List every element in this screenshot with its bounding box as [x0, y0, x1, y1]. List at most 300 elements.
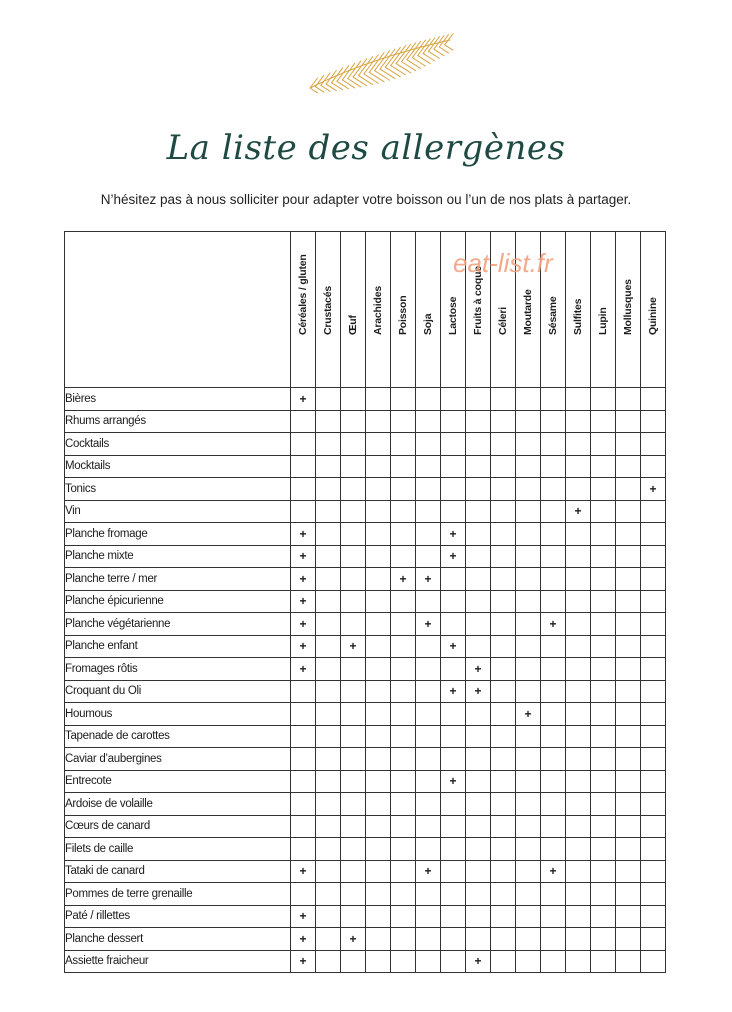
- column-header: [366, 232, 391, 388]
- page-subtitle: N’hésitez pas à nous solliciter pour adapter votre boisson ou l’un de nos plats à partager.: [100, 192, 632, 207]
- allergen-cell: [366, 815, 391, 838]
- table-row: [65, 770, 666, 793]
- table-row: [65, 545, 666, 568]
- allergen-cell: [316, 748, 341, 771]
- allergen-cell: [591, 478, 616, 501]
- allergen-cell: [616, 950, 641, 973]
- allergen-cell: [616, 770, 641, 793]
- table-row: [65, 793, 666, 816]
- allergen-cell: [341, 838, 366, 861]
- allergen-cell: +: [516, 703, 541, 726]
- allergen-cell: [616, 815, 641, 838]
- allergen-cell: [316, 703, 341, 726]
- allergen-cell: [641, 568, 666, 591]
- column-header: [616, 232, 641, 388]
- allergen-cell: +: [441, 523, 466, 546]
- allergen-cell: [366, 725, 391, 748]
- allergen-cell: [466, 478, 491, 501]
- allergen-cell: [641, 883, 666, 906]
- allergen-cell: [416, 433, 441, 456]
- allergen-cell: [441, 658, 466, 681]
- allergen-cell: [291, 748, 316, 771]
- allergen-cell: [641, 545, 666, 568]
- allergen-cell: [341, 725, 366, 748]
- allergen-cell: [641, 680, 666, 703]
- allergen-cell: [466, 703, 491, 726]
- allergen-cell: [616, 838, 641, 861]
- column-header-label: Fruits à coque: [472, 266, 484, 335]
- allergen-cell: [616, 635, 641, 658]
- allergen-cell: [316, 478, 341, 501]
- allergen-cell: [591, 388, 616, 411]
- table-row: [65, 883, 666, 906]
- row-label: Planche végétarienne: [65, 613, 291, 636]
- allergen-cell: [316, 950, 341, 973]
- allergen-cell: [641, 770, 666, 793]
- allergen-cell: [391, 838, 416, 861]
- allergen-cell: [541, 905, 566, 928]
- table-row: [65, 905, 666, 928]
- table-row: [65, 590, 666, 613]
- allergen-cell: [316, 793, 341, 816]
- allergen-cell: [541, 433, 566, 456]
- table-corner-cell: [65, 232, 291, 388]
- allergen-cell: [491, 883, 516, 906]
- allergen-cell: [541, 815, 566, 838]
- allergen-cell: [316, 388, 341, 411]
- allergen-cell: [516, 613, 541, 636]
- allergen-cell: [466, 860, 491, 883]
- allergen-cell: [491, 410, 516, 433]
- row-label: Entrecote: [65, 770, 291, 793]
- row-label: Cocktails: [65, 433, 291, 456]
- row-label: Bières: [65, 388, 291, 411]
- row-label: Ardoise de volaille: [65, 793, 291, 816]
- allergen-cell: [641, 748, 666, 771]
- allergen-cell: [316, 770, 341, 793]
- row-label: Filets de caille: [65, 838, 291, 861]
- allergen-cell: +: [291, 905, 316, 928]
- allergen-cell: [366, 500, 391, 523]
- table-row: [65, 748, 666, 771]
- allergen-cell: [541, 500, 566, 523]
- allergen-cell: +: [541, 860, 566, 883]
- allergen-cell: [516, 815, 541, 838]
- allergen-cell: [391, 770, 416, 793]
- allergen-cell: [416, 793, 441, 816]
- allergen-cell: [291, 770, 316, 793]
- allergen-cell: [316, 500, 341, 523]
- allergen-cell: [616, 860, 641, 883]
- allergen-cell: [516, 590, 541, 613]
- table-row: [65, 635, 666, 658]
- allergen-cell: [591, 905, 616, 928]
- allergen-cell: [591, 725, 616, 748]
- allergen-cell: [491, 545, 516, 568]
- allergen-cell: [516, 523, 541, 546]
- allergen-cell: [341, 703, 366, 726]
- allergen-cell: [341, 613, 366, 636]
- allergen-cell: [416, 635, 441, 658]
- allergen-cell: [516, 433, 541, 456]
- allergen-cell: [566, 860, 591, 883]
- allergen-cell: [516, 860, 541, 883]
- allergen-cell: [541, 590, 566, 613]
- allergen-cell: [641, 838, 666, 861]
- allergen-cell: [341, 590, 366, 613]
- allergen-cell: [566, 793, 591, 816]
- allergen-cell: [391, 410, 416, 433]
- column-header-label: Lactose: [447, 296, 459, 335]
- allergen-cell: [591, 635, 616, 658]
- row-label: Mocktails: [65, 455, 291, 478]
- allergen-cell: [316, 568, 341, 591]
- allergen-cell: [566, 703, 591, 726]
- allergen-cell: +: [291, 635, 316, 658]
- allergen-cell: [391, 455, 416, 478]
- allergen-cell: [341, 568, 366, 591]
- allergen-cell: [491, 815, 516, 838]
- allergen-cell: [316, 523, 341, 546]
- allergen-cell: [566, 455, 591, 478]
- allergen-cell: [366, 410, 391, 433]
- allergen-cell: [416, 680, 441, 703]
- allergen-cell: [341, 545, 366, 568]
- allergen-cell: [591, 703, 616, 726]
- allergen-cell: [366, 613, 391, 636]
- allergen-cell: [641, 793, 666, 816]
- row-label: Cœurs de canard: [65, 815, 291, 838]
- allergen-cell: [591, 613, 616, 636]
- allergen-cell: [616, 613, 641, 636]
- allergen-cell: +: [441, 545, 466, 568]
- row-label: Vin: [65, 500, 291, 523]
- allergen-cell: [616, 433, 641, 456]
- allergen-cell: +: [466, 680, 491, 703]
- allergen-cell: [366, 523, 391, 546]
- row-label: Assiette fraicheur: [65, 950, 291, 973]
- allergen-cell: [591, 590, 616, 613]
- allergen-cell: [416, 838, 441, 861]
- allergen-cell: [391, 815, 416, 838]
- table-row: [65, 658, 666, 681]
- allergen-cell: [516, 793, 541, 816]
- allergen-cell: [566, 658, 591, 681]
- allergen-cell: [541, 388, 566, 411]
- allergen-cell: [341, 500, 366, 523]
- allergen-cell: [391, 860, 416, 883]
- allergen-cell: [441, 410, 466, 433]
- allergen-cell: [491, 523, 516, 546]
- table-row: [65, 455, 666, 478]
- allergen-cell: [316, 860, 341, 883]
- allergen-cell: +: [641, 478, 666, 501]
- allergen-cell: [566, 748, 591, 771]
- allergen-cell: [391, 905, 416, 928]
- row-label: Planche dessert: [65, 928, 291, 951]
- allergen-cell: [441, 928, 466, 951]
- allergen-cell: [391, 883, 416, 906]
- allergen-cell: [341, 433, 366, 456]
- allergen-cell: [566, 635, 591, 658]
- allergen-cell: [566, 905, 591, 928]
- allergen-cell: [391, 500, 416, 523]
- allergen-cell: [591, 770, 616, 793]
- allergen-cell: [641, 410, 666, 433]
- allergen-cell: [516, 838, 541, 861]
- allergen-cell: [466, 838, 491, 861]
- allergen-cell: [391, 433, 416, 456]
- allergen-cell: [566, 725, 591, 748]
- table-row: [65, 613, 666, 636]
- allergen-cell: [491, 748, 516, 771]
- allergen-cell: [591, 838, 616, 861]
- allergen-cell: [516, 388, 541, 411]
- allergen-cell: [641, 860, 666, 883]
- allergen-cell: [516, 950, 541, 973]
- allergen-cell: [441, 748, 466, 771]
- allergen-cell: [366, 658, 391, 681]
- allergen-cell: [466, 905, 491, 928]
- allergen-cell: [466, 770, 491, 793]
- allergen-cell: [441, 838, 466, 861]
- allergen-cell: [341, 815, 366, 838]
- allergen-cell: [566, 478, 591, 501]
- allergen-cell: [291, 703, 316, 726]
- allergen-cell: [541, 410, 566, 433]
- table-row: [65, 523, 666, 546]
- allergen-cell: [341, 410, 366, 433]
- allergen-cell: [366, 635, 391, 658]
- allergen-cell: [566, 680, 591, 703]
- allergen-cell: [566, 433, 591, 456]
- allergen-cell: +: [391, 568, 416, 591]
- allergen-cell: [516, 500, 541, 523]
- watermark: eat-list.fr: [453, 248, 553, 278]
- allergen-cell: [491, 478, 516, 501]
- allergen-cell: [441, 883, 466, 906]
- allergen-cell: [341, 883, 366, 906]
- allergen-cell: [566, 883, 591, 906]
- allergen-cell: [391, 613, 416, 636]
- allergen-cell: [441, 478, 466, 501]
- allergen-cell: [416, 410, 441, 433]
- allergen-cell: [316, 590, 341, 613]
- allergen-cell: [641, 950, 666, 973]
- allergen-cell: [366, 950, 391, 973]
- allergen-cell: [516, 680, 541, 703]
- allergen-cell: [341, 388, 366, 411]
- allergen-cell: [366, 545, 391, 568]
- allergen-cell: [566, 568, 591, 591]
- column-header-label: Mollusques: [622, 279, 634, 335]
- allergen-cell: +: [466, 658, 491, 681]
- allergen-cell: [566, 545, 591, 568]
- allergen-cell: [416, 883, 441, 906]
- allergen-cell: [291, 680, 316, 703]
- allergen-cell: [566, 388, 591, 411]
- allergen-cell: [291, 815, 316, 838]
- page-title: La liste des allergènes: [166, 128, 566, 168]
- allergen-cell: [341, 680, 366, 703]
- row-label: Planche épicurienne: [65, 590, 291, 613]
- allergen-cell: +: [291, 523, 316, 546]
- allergen-cell: [491, 455, 516, 478]
- allergen-cell: [316, 905, 341, 928]
- allergen-cell: [341, 793, 366, 816]
- allergen-cell: [541, 770, 566, 793]
- allergen-cell: [541, 568, 566, 591]
- allergen-cell: [416, 545, 441, 568]
- allergen-cell: +: [466, 950, 491, 973]
- allergen-cell: [391, 478, 416, 501]
- allergen-cell: [441, 860, 466, 883]
- allergen-cell: [391, 703, 416, 726]
- allergen-cell: [491, 500, 516, 523]
- allergen-cell: [366, 433, 391, 456]
- allergen-cell: [491, 860, 516, 883]
- column-header: [641, 232, 666, 388]
- allergen-cell: [491, 568, 516, 591]
- allergen-cell: [366, 770, 391, 793]
- allergen-cell: [416, 478, 441, 501]
- allergen-cell: +: [341, 635, 366, 658]
- allergen-cell: [416, 388, 441, 411]
- allergen-cell: [566, 815, 591, 838]
- allergen-cell: [466, 748, 491, 771]
- column-header: [566, 232, 591, 388]
- allergen-cell: [441, 388, 466, 411]
- allergen-cell: [516, 478, 541, 501]
- allergen-cell: [466, 410, 491, 433]
- table-row: [65, 433, 666, 456]
- column-header: [541, 232, 566, 388]
- allergen-cell: [416, 770, 441, 793]
- allergen-cell: [416, 725, 441, 748]
- allergen-cell: [366, 928, 391, 951]
- allergen-cell: [491, 928, 516, 951]
- allergen-cell: [491, 905, 516, 928]
- allergen-cell: [466, 883, 491, 906]
- column-header-label: Quinine: [647, 297, 659, 335]
- allergen-cell: [441, 725, 466, 748]
- allergen-cell: [291, 455, 316, 478]
- allergen-cell: [391, 950, 416, 973]
- allergen-cell: [641, 905, 666, 928]
- allergen-cell: [641, 658, 666, 681]
- allergen-cell: [566, 410, 591, 433]
- allergen-cell: +: [291, 568, 316, 591]
- allergen-cell: [291, 793, 316, 816]
- allergen-cell: [566, 590, 591, 613]
- allergen-cell: [416, 748, 441, 771]
- allergen-cell: [416, 500, 441, 523]
- row-label: Paté / rillettes: [65, 905, 291, 928]
- allergen-cell: [466, 455, 491, 478]
- row-label: Tataki de canard: [65, 860, 291, 883]
- allergen-cell: [366, 478, 391, 501]
- allergen-cell: [491, 793, 516, 816]
- allergen-cell: [516, 635, 541, 658]
- allergen-cell: [641, 613, 666, 636]
- allergen-cell: [616, 523, 641, 546]
- allergen-cell: [316, 680, 341, 703]
- allergen-cell: [341, 770, 366, 793]
- allergen-cell: [291, 725, 316, 748]
- allergen-cell: [316, 815, 341, 838]
- allergen-cell: [616, 568, 641, 591]
- allergen-cell: [491, 770, 516, 793]
- allergen-cell: [466, 613, 491, 636]
- allergen-cell: [616, 590, 641, 613]
- allergen-cell: [616, 928, 641, 951]
- column-header-label: Moutarde: [522, 289, 534, 335]
- column-header-label: Sésame: [547, 296, 559, 335]
- allergen-cell: [366, 680, 391, 703]
- allergen-cell: [316, 410, 341, 433]
- allergen-cell: [391, 928, 416, 951]
- allergen-cell: [341, 950, 366, 973]
- allergen-cell: [616, 388, 641, 411]
- allergen-cell: [466, 433, 491, 456]
- allergen-cell: [566, 613, 591, 636]
- allergen-cell: [416, 905, 441, 928]
- allergen-cell: [616, 748, 641, 771]
- allergen-cell: +: [341, 928, 366, 951]
- allergen-cell: [466, 815, 491, 838]
- column-header-label: Arachides: [372, 286, 384, 335]
- allergen-cell: [316, 455, 341, 478]
- allergen-cell: [441, 568, 466, 591]
- allergen-cell: [616, 410, 641, 433]
- allergen-cell: [291, 433, 316, 456]
- allergen-cell: [616, 883, 641, 906]
- allergen-cell: [516, 568, 541, 591]
- table-row: [65, 703, 666, 726]
- allergen-cell: [291, 500, 316, 523]
- allergen-cell: [441, 613, 466, 636]
- allergen-cell: [491, 613, 516, 636]
- allergen-cell: [491, 658, 516, 681]
- column-header: [466, 232, 491, 388]
- allergen-cell: [541, 680, 566, 703]
- allergen-cell: [541, 793, 566, 816]
- row-label: Planche mixte: [65, 545, 291, 568]
- allergen-cell: [516, 905, 541, 928]
- row-label: Caviar d’aubergines: [65, 748, 291, 771]
- allergen-cell: [616, 793, 641, 816]
- allergen-cell: [416, 703, 441, 726]
- allergen-cell: [466, 928, 491, 951]
- allergen-cell: [441, 815, 466, 838]
- allergen-cell: [566, 770, 591, 793]
- column-header-label: Poisson: [397, 295, 409, 335]
- allergen-cell: [391, 793, 416, 816]
- allergen-cell: +: [291, 950, 316, 973]
- allergen-cell: [366, 860, 391, 883]
- table-row: [65, 928, 666, 951]
- column-header: [441, 232, 466, 388]
- allergen-cell: [566, 523, 591, 546]
- row-label: Rhums arrangés: [65, 410, 291, 433]
- allergen-cell: [441, 590, 466, 613]
- allergen-cell: [541, 748, 566, 771]
- allergen-cell: +: [291, 590, 316, 613]
- row-label: Tonics: [65, 478, 291, 501]
- allergen-cell: [291, 478, 316, 501]
- allergen-cell: [516, 928, 541, 951]
- table-row: [65, 838, 666, 861]
